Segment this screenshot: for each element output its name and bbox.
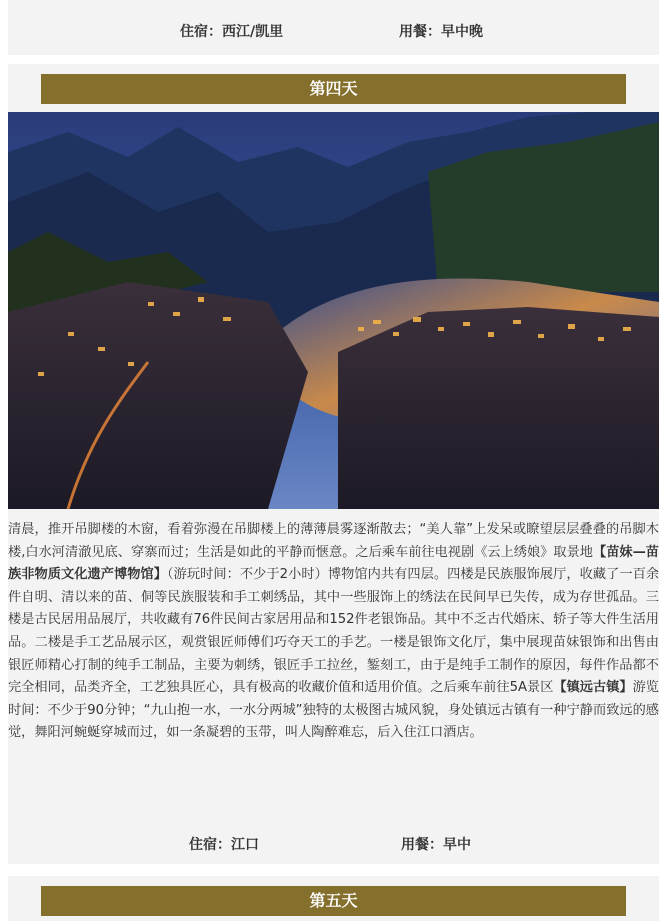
zhenyuan-town-highlight: 【镇远古镇】	[553, 680, 633, 696]
miaomei-museum-highlight: 【苗妹—苗族非物质文化遗产博物馆】	[8, 544, 659, 583]
day5-card	[8, 876, 659, 921]
day4-text-part3: 游览时间：不少于90分钟；“九山抱一水，一水分两城”独特的太极图古城风貌，身处镇远古镇有一种宁静而致远的感觉，舞阳河蜿蜒穿城而过，如一条凝碧的玉带，叫人陶醉难忘，后入住江口酒店。	[8, 680, 659, 741]
day3-footer-card	[8, 0, 659, 55]
day4-description	[8, 519, 659, 745]
zhenyuan-night-photo	[8, 112, 659, 509]
day5-header: 第五天	[41, 886, 626, 916]
zhenyuan-night-river-town-photo-icon	[8, 112, 659, 509]
day3-meals: 用餐：早中晚	[399, 24, 483, 40]
day4-header: 第四天	[41, 74, 626, 104]
day4-meal-row	[8, 834, 659, 854]
day3-meal-row	[8, 21, 659, 41]
day4-lodging: 住宿：江口	[189, 837, 259, 853]
day4-text-part2: （游玩时间：不少于2小时）博物馆内共有四层。四楼是民族服饰展厅，收藏了一百余件自明、清以来的苗、侗等民族服装和手工刺绣品，其中一些服饰上的绣法在民间早已失传，成为存世孤品。三楼是古民居用品展厅，共收藏有76件民间古家居用品和152件老银饰品。其中不乏古代婚床、轿子等大件生活用品。二楼是手工艺品展示区，观赏银匠师傅们巧夺天工的手艺。一楼是银饰文化厅，集中展现苗妹银饰和出售由银匠师精心打制的纯手工制品，主要为刺绣，银匠手工拉丝，錾刻工，由于是纯手工制作的原因，每件作品都不完全相同，品类齐全，工艺独具匠心，具有极高的收藏价值和适用价值。之后乘车前往5A景区	[8, 567, 660, 696]
day4-meals: 用餐：早中	[401, 837, 471, 853]
day4-card	[8, 64, 659, 864]
day4-text-part1: 清晨，推开吊脚楼的木窗，看着弥漫在吊脚楼上的薄薄晨雾逐渐散去；“美人靠”上发呆或瞭望层层叠叠的吊脚木楼,白水河清澈见底、穿寨而过；生活是如此的平静而惬意。之后乘车前往电视剧《云上绣娘》取景地	[8, 522, 659, 560]
day3-lodging: 住宿：西江/凯里	[180, 24, 284, 40]
